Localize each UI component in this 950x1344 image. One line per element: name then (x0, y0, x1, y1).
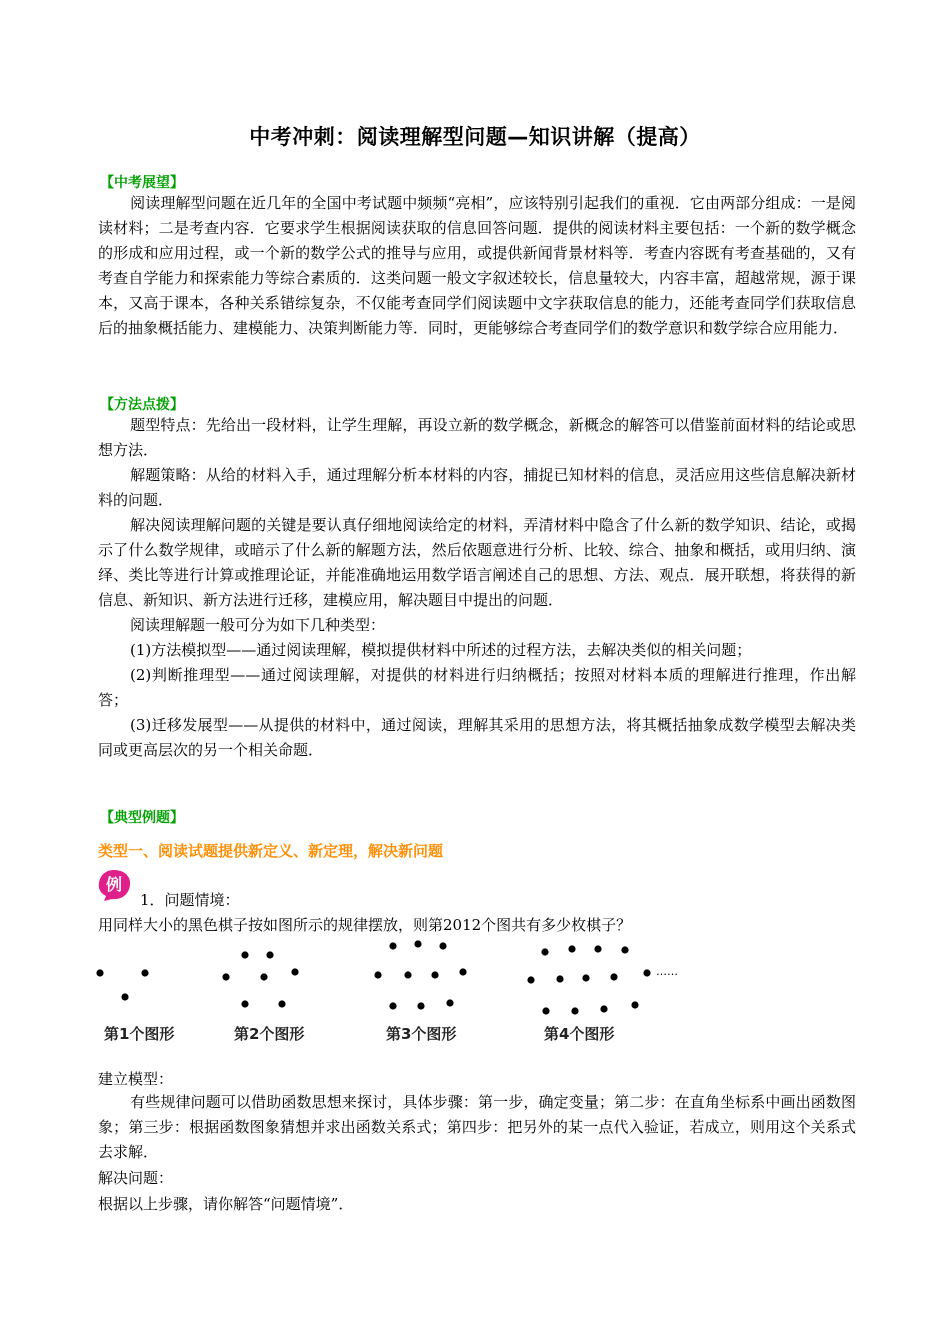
pattern-dot (404, 971, 411, 978)
method-p3-text: 解决阅读理解问题的关键是要认真仔细地阅读给定的材料，弄清材料中隐含了什么新的数学知识、结论，或揭示了什么数学规律，或暗示了什么新的解题方法，然后依题意进行分析、比较、综合、抽象和概括，或用归纳、演绎、类比等进行计算或推理论证，并能准确地运用数学语言阐述自己的思想、方法、观点．展开联想，将获得的新信息、新知识、新方法进行迁移，建模应用，解决题目中提出的问题． (98, 516, 856, 609)
outlook-paragraph-text: 阅读理解型问题在近几年的全国中考试题中频频“亮相”，应该特别引起我们的重视．它由两部分组成：一是阅读材料；二是考查内容．它要求学生根据阅读获取的信息回答问题．提供的阅读材料主要包括：一个新的数学概念的形成和应用过程，或一个新的数学公式的推导与应用，或提供新闻背景材料等．考查内容既有考查基础的，又有考查自学能力和探索能力等综合素质的．这类问题一般文字叙述较长，信息量较大，内容丰富，超越常规，源于课本，又高于课本，各种关系错综复杂，不仅能考查同学们阅读题中文字获取信息的能力，还能考查同学们获取信息后的抽象概括能力、建模能力、决策判断能力等．同时，更能够综合考查同学们的数学意识和数学综合应用能力． (98, 194, 856, 337)
model-heading: 建立模型： (98, 1070, 174, 1088)
solve-heading: 解决问题： (98, 1169, 174, 1187)
model-paragraph-text: 有些规律问题可以借助函数思想来探讨，具体步骤：第一步，确定变量；第二步：在直角坐标系中画出函数图象；第三步：根据函数图象猜想并求出函数关系式；第四步：把另外的某一点代入验证，若成立，则用这个关系式去求解． (98, 1093, 856, 1161)
pattern-dot (260, 973, 267, 980)
pattern-dot (439, 942, 446, 949)
method-p5-text: (1)方法模拟型——通过阅读理解，模拟提供材料中所述的过程方法，去解决类似的相关问题； (130, 641, 752, 659)
pattern-dot (594, 945, 601, 952)
pattern-dot (278, 1000, 285, 1007)
pattern-dot (141, 969, 148, 976)
pattern-dot (121, 993, 128, 1000)
method-paragraph-4 (98, 613, 856, 638)
method-paragraph-5 (98, 638, 856, 663)
pattern-dot (446, 999, 453, 1006)
type-one-heading: 类型一、阅读试题提供新定义、新定理，解决新问题 (98, 842, 444, 860)
pattern-dot (542, 1007, 549, 1014)
pattern-dot (222, 973, 229, 980)
figure-label-3: 第3个图形 (386, 1025, 457, 1043)
figure-label-4: 第4个图形 (544, 1025, 615, 1043)
pattern-dot (389, 1002, 396, 1009)
pattern-dot (568, 945, 575, 952)
method-p7-text: (3)迁移发展型——从提供的材料中，通过阅读，理解其采用的思想方法，将其概括抽象成数学模型去解决类同或更高层次的另一个相关命题． (98, 716, 856, 759)
method-paragraph-7 (98, 713, 856, 763)
section-heading-outlook: 【中考展望】 (100, 175, 184, 191)
pattern-dot (621, 946, 628, 953)
model-paragraph (98, 1090, 856, 1165)
pattern-dot (241, 1000, 248, 1007)
method-p1-text: 题型特点：先给出一段材料，让学生理解，再设立新的数学概念，新概念的解答可以借鉴前面材料的结论或思想方法． (98, 416, 856, 459)
pattern-dot (643, 969, 650, 976)
pattern-ellipsis: …… (656, 965, 678, 978)
pattern-dot (431, 971, 438, 978)
method-paragraph-1 (98, 413, 856, 463)
pattern-dot (389, 942, 396, 949)
pattern-dot (541, 948, 548, 955)
pattern-dot (414, 940, 421, 947)
figure-label-1: 第1个图形 (104, 1025, 175, 1043)
pattern-dot (600, 1005, 607, 1012)
method-p6-text: (2)判断推理型——通过阅读理解，对提供的材料进行归纳概括；按照对材料本质的理解进行推理，作出解答； (98, 666, 856, 709)
pattern-3 (374, 940, 466, 1009)
pattern-dot (527, 976, 534, 983)
pattern-dot (571, 1007, 578, 1014)
outlook-paragraph (98, 191, 856, 341)
page-title: 中考冲刺：阅读理解型问题—知识讲解（提高） (249, 125, 701, 149)
pattern-dot (266, 951, 273, 958)
pattern-dot (631, 1001, 638, 1008)
pattern-dot (556, 975, 563, 982)
example-badge-label: 例 (105, 875, 123, 894)
figure-label-2: 第2个图形 (234, 1025, 305, 1043)
pattern-dot (417, 1002, 424, 1009)
method-paragraph-3 (98, 513, 856, 613)
pattern-dot (374, 971, 381, 978)
chess-pattern-figure (90, 935, 810, 1050)
method-paragraph-6 (98, 663, 856, 713)
pattern-dot (582, 974, 589, 981)
pattern-1 (96, 969, 148, 1000)
pattern-2 (222, 951, 298, 1007)
pattern-dot (96, 969, 103, 976)
method-p2-text: 解题策略：从给的材料入手，通过理解分析本材料的内容，捕捉已知材料的信息，灵活应用这些信息解决新材料的问题． (98, 466, 856, 509)
pattern-dot (291, 968, 298, 975)
method-p4-text: 阅读理解题一般可分为如下几种类型： (130, 616, 386, 634)
example-badge-icon (96, 868, 132, 902)
method-paragraph-2 (98, 463, 856, 513)
section-heading-method: 【方法点拨】 (100, 397, 184, 413)
question-text: 用同样大小的黑色棋子按如图所示的规律摆放，则第2012个图共有多少枚棋子？ (98, 916, 632, 934)
section-heading-examples: 【典型例题】 (100, 810, 184, 826)
pattern-4 (527, 945, 650, 1014)
pattern-dot (459, 968, 466, 975)
pattern-dot (241, 951, 248, 958)
solve-text: 根据以上步骤，请你解答“问题情境”． (98, 1195, 354, 1213)
question-number: 1．问题情境： (140, 891, 240, 909)
pattern-dot (610, 973, 617, 980)
